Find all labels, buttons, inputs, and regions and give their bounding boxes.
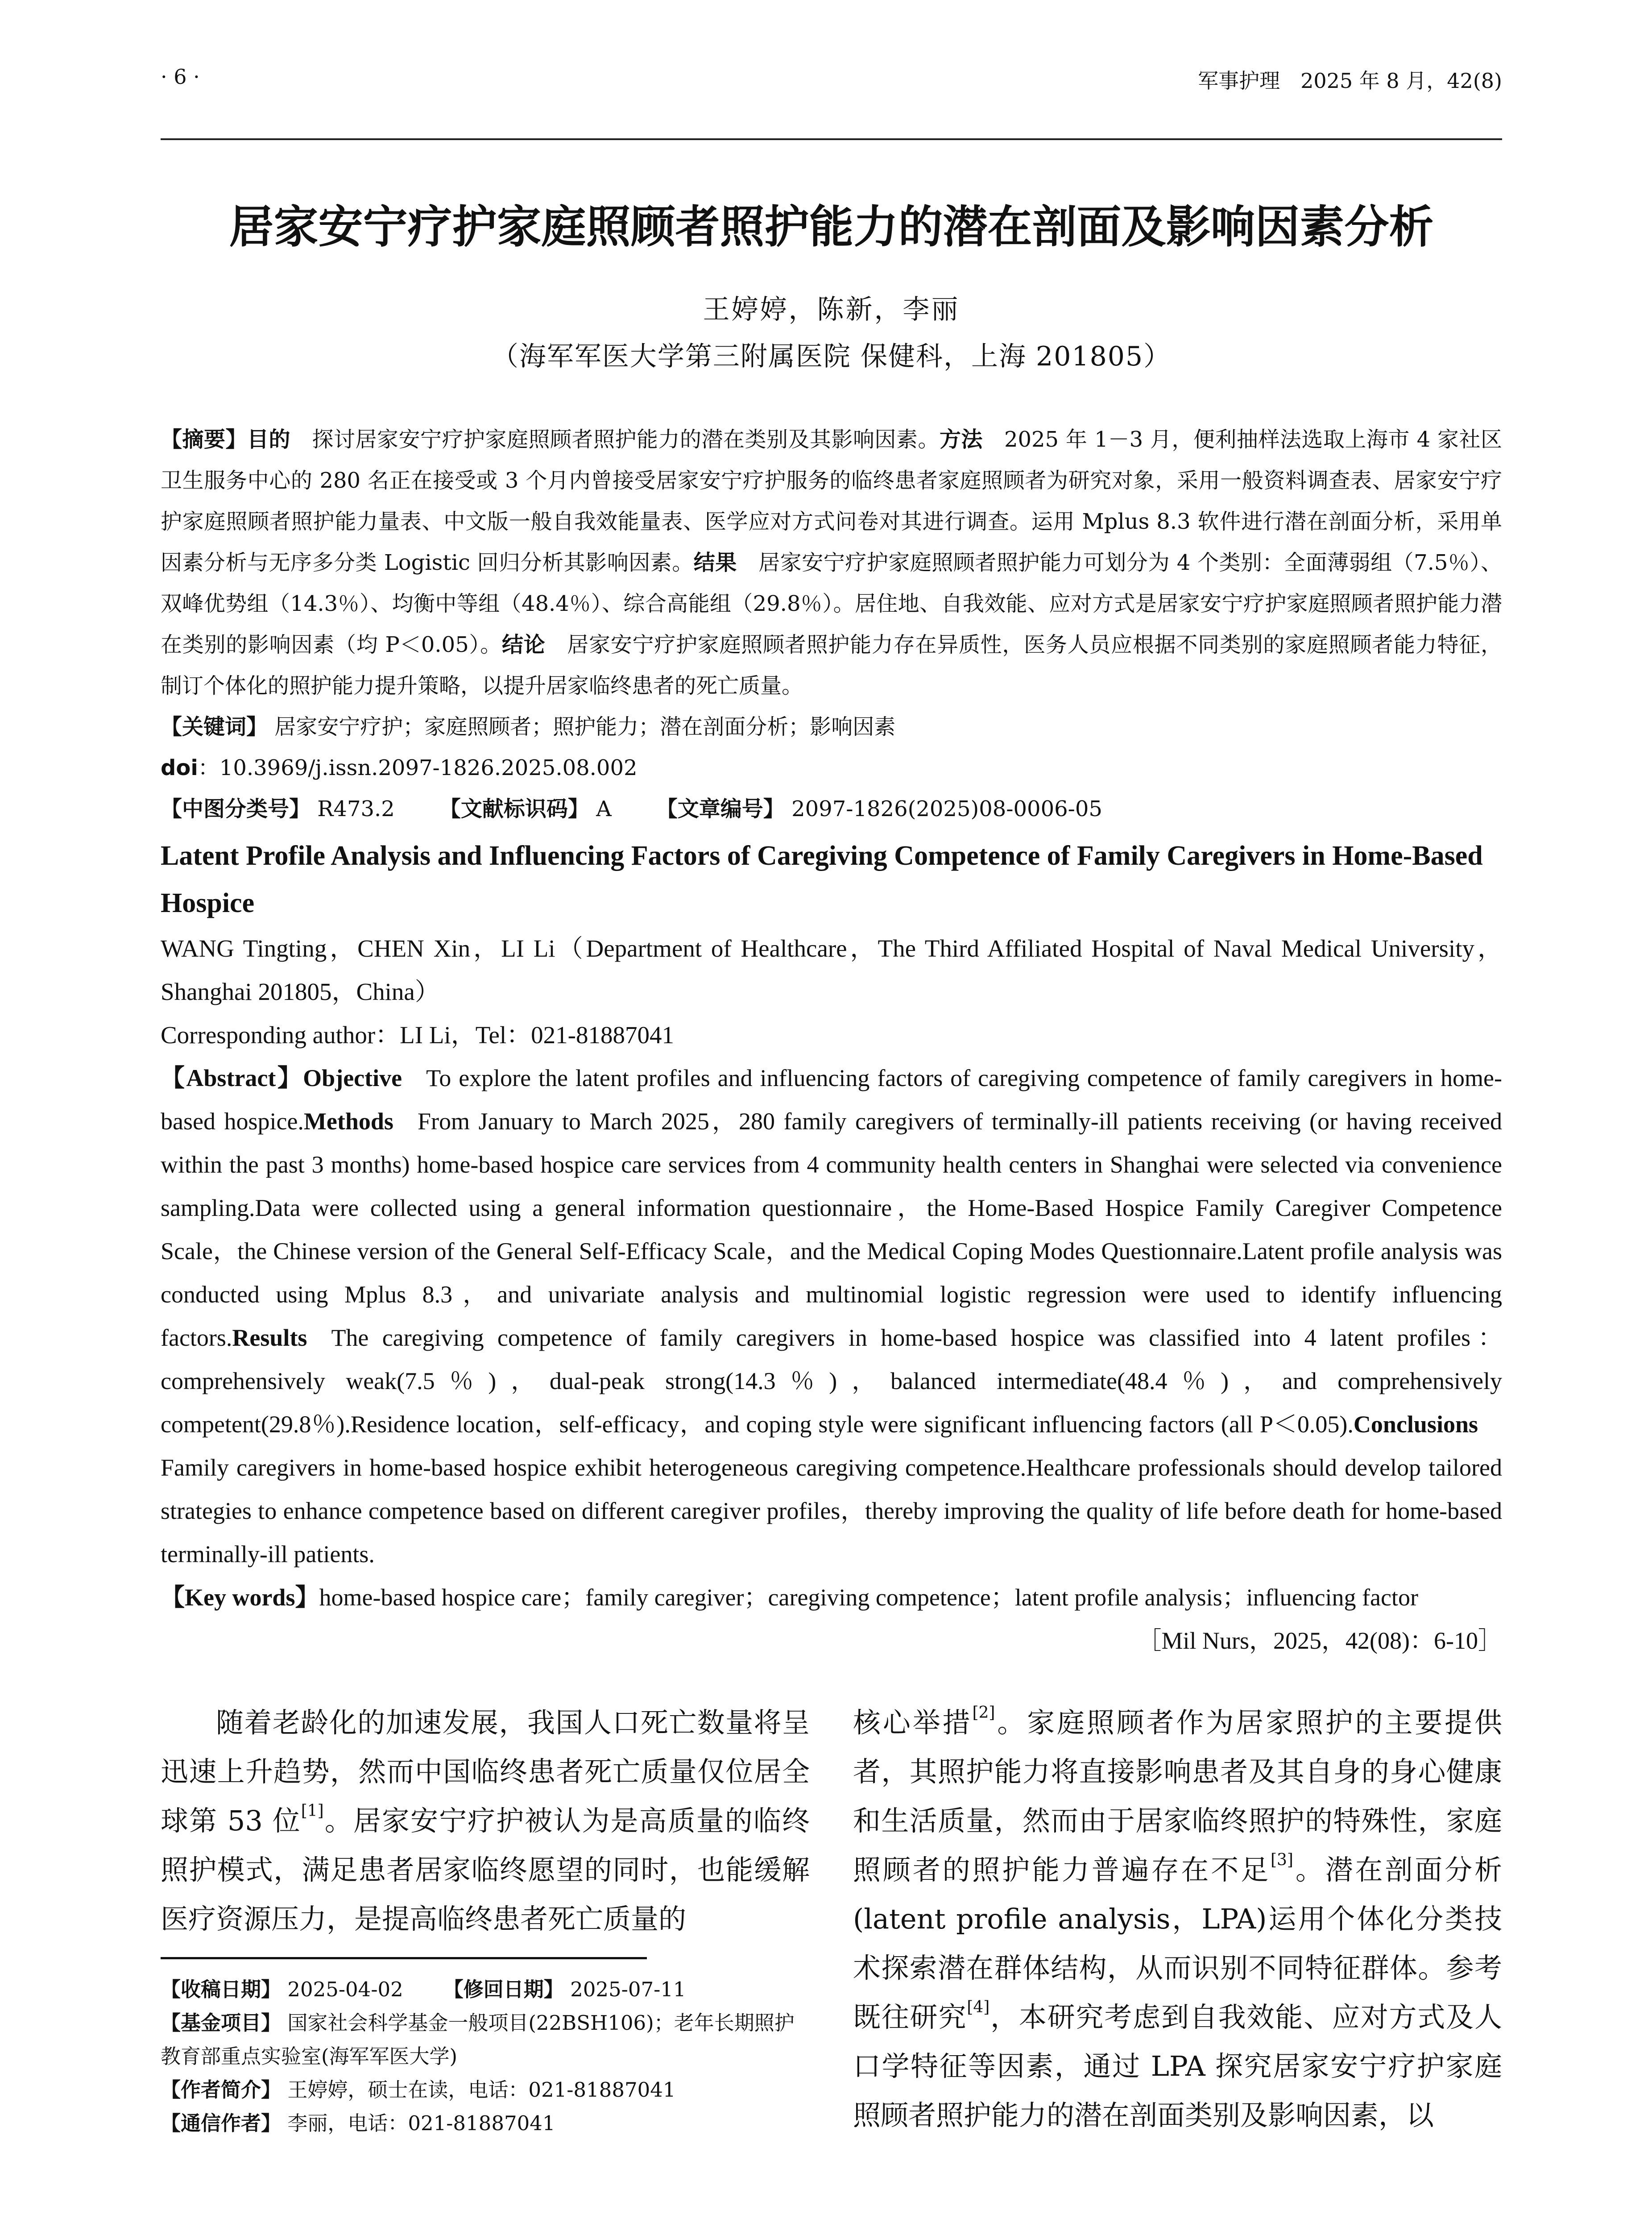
body-text: 核心举措 bbox=[853, 1706, 973, 1739]
en-objective-text: To explore the latent profiles and influencing factors of caregiving competence of family caregivers in home-based hospice. bbox=[161, 1065, 1502, 1135]
methods-label: 方法 bbox=[939, 427, 983, 452]
results-text: 居家安宁疗护家庭照顾者照护能力可划分为 4 个类别：全面薄弱组（7.5％）、双峰优势组（14.3％）、均衡中等组（48.4％）、综合高能组（29.8％）。居住地、自我效能、应对方式是居家安宁疗护家庭照顾者照护能力潜在类别的影响因素（均 P＜0.05）。 bbox=[161, 550, 1502, 657]
author-list: 王婷婷，陈新，李丽 bbox=[703, 294, 960, 325]
received-date: 2025-04-02 bbox=[287, 1978, 403, 2001]
en-methods-label: Methods bbox=[303, 1108, 393, 1135]
corresponding-text: 李丽，电话：021-81887041 bbox=[287, 2111, 555, 2135]
doi-label: doi bbox=[161, 755, 198, 780]
reference-link[interactable]: [4] bbox=[967, 1998, 990, 2016]
doc-code-label: 【文献标识码】 bbox=[439, 796, 589, 821]
english-authors bbox=[161, 927, 1502, 1057]
reference-link[interactable]: [3] bbox=[1270, 1850, 1293, 1869]
author-bio-label: 【作者简介】 bbox=[161, 2078, 282, 2102]
en-methods-text: From January to March 2025，280 family caregivers of terminally-ill patients receiving (or having received within the past 3 months) home-based hospice care services from 4 community health centers in Shanghai were selected via convenience sampling.Data were collected using a general information questionnaire，the Home-Based Hospice Family Caregiver Competence Scale，the Chinese version of the General Self-Efficacy Scale，and the Medical Coping Modes Questionnaire.Latent profile analysis was conducted using Mplus 8.3，and univariate analysis and multinomial logistic regression were used to identify influencing factors. bbox=[161, 1108, 1503, 1351]
doi-link[interactable]: ：10.3969/j.issn.2097-1826.2025.08.002 bbox=[198, 755, 638, 780]
en-abstract-label: 【Abstract】 bbox=[161, 1065, 303, 1091]
english-author-affiliation: WANG Tingting，CHEN Xin，LI Li（Department of Healthcare，The Third Affiliated Hospital of Naval Medical University，Shanghai 201805，China） bbox=[161, 935, 1502, 1005]
body-column-left bbox=[161, 1698, 810, 2140]
body-column-right bbox=[853, 1698, 1502, 2140]
en-conclusion-label: Conclusions bbox=[1353, 1411, 1478, 1438]
conclusion-label: 结论 bbox=[502, 632, 546, 657]
author-bio-text: 王婷婷，硕士在读，电话：021-81887041 bbox=[287, 2078, 676, 2102]
journal-info: 军事护理 2025 年 8 月，42(8) bbox=[1198, 69, 1502, 93]
article-number-label: 【文章编号】 bbox=[656, 796, 785, 821]
keywords-label: 【关键词】 bbox=[161, 714, 268, 739]
page-number: · 6 · bbox=[161, 65, 200, 89]
keywords bbox=[161, 706, 1502, 747]
running-header bbox=[161, 49, 1502, 140]
en-objective-label: Objective bbox=[303, 1065, 402, 1091]
reference-link[interactable]: [2] bbox=[972, 1703, 995, 1722]
footnote-divider bbox=[161, 1957, 647, 1959]
body-text: 。家庭照顾者作为居家照护的主要提供者，其照护能力将直接影响患者及其自身的身心健康和生活质量，然而由于居家临终照护的特殊性，家庭照顾者的照护能力普遍存在不足 bbox=[853, 1706, 1502, 1886]
received-label: 【收稿日期】 bbox=[161, 1978, 282, 2001]
en-keywords-label: 【Key words】 bbox=[161, 1584, 319, 1611]
article-title: 居家安宁疗护家庭照顾者照护能力的潜在剖面及影响因素分析 bbox=[229, 201, 1434, 253]
fund-text: 国家社会科学基金一般项目(22BSH106)；老年长期照护教育部重点实验室(海军军医大学) bbox=[161, 2011, 795, 2068]
english-abstract bbox=[161, 1057, 1502, 1576]
body-paragraph bbox=[161, 1698, 810, 1944]
body-text: 。居家安宁疗护被认为是高质量的临终照护模式，满足患者居家临终愿望的同时，也能缓解医疗资源压力，是提高临终患者死亡质量的 bbox=[161, 1804, 810, 1935]
body-text: ，本研究考虑到自我效能、应对方式及人口学特征等因素，通过 LPA 探究居家安宁疗护家庭照顾者照护能力的潜在剖面类别及影响因素，以 bbox=[853, 2001, 1502, 2131]
revised-date: 2025-07-11 bbox=[570, 1978, 686, 2001]
body-text: 。潜在剖面分析(latent profile analysis，LPA)运用个体化分类技术探索潜在群体结构，从而识别不同特征群体。参考既往研究 bbox=[853, 1854, 1502, 2033]
citation: ［Mil Nurs，2025，42(08)：6-10］ bbox=[1137, 1627, 1502, 1654]
objective-text: 探讨居家安宁疗护家庭照顾者照护能力的潜在类别及其影响因素。 bbox=[312, 427, 940, 452]
en-conclusion-text: Family caregivers in home-based hospice exhibit heterogeneous caregiving competence.Healthcare professionals should develop tailored strategies to enhance competence based on different caregiver profiles，thereby improving the quality of life before death for home-based terminally-ill patients. bbox=[161, 1454, 1502, 1568]
en-keywords-text: home-based hospice care；family caregiver；caregiving competence；latent profile analysis；influencing factor bbox=[319, 1584, 1418, 1611]
article-number-value: 2097-1826(2025)08-0006-05 bbox=[791, 796, 1102, 821]
en-results-label: Results bbox=[232, 1324, 307, 1351]
english-title: Latent Profile Analysis and Influencing Factors of Caregiving Competence of Family Caregivers in Home-Based Hospice bbox=[161, 841, 1483, 918]
abstract-label: 【摘要】 bbox=[161, 427, 247, 452]
classification-line bbox=[161, 788, 1502, 829]
corresponding-author: Corresponding author：LI Li，Tel：021-81887041 bbox=[161, 1021, 674, 1049]
methods-text: 2025 年 1－3 月，便利抽样法选取上海市 4 家社区卫生服务中心的 280 名正在接受或 3 个月内曾接受居家安宁疗护服务的临终患者家庭照顾者为研究对象，采用一般资料调查表、居家安宁疗护家庭照顾者照护能力量表、中文版一般自我效能量表、医学应对方式问卷对其进行调查。运用 Mplus 8.3 软件进行潜在剖面分析，采用单因素分析与无序多分类 Logistic 回归分析其影响因素。 bbox=[161, 427, 1502, 575]
clc-value: R473.2 bbox=[317, 796, 395, 821]
revised-label: 【修回日期】 bbox=[443, 1978, 564, 2001]
results-label: 结果 bbox=[693, 550, 737, 575]
chinese-abstract bbox=[161, 419, 1502, 706]
conclusion-text: 居家安宁疗护家庭照顾者照护能力存在异质性，医务人员应根据不同类别的家庭照顾者能力特征，制订个体化的照护能力提升策略，以提升居家临终患者的死亡质量。 bbox=[161, 632, 1502, 698]
reference-link[interactable]: [1] bbox=[301, 1801, 324, 1820]
body-text: 随着老龄化的加速发展，我国人口死亡数量将呈迅速上升趋势，然而中国临终患者死亡质量仅位居全球第 53 位 bbox=[161, 1706, 810, 1837]
affiliation: （海军军医大学第三附属医院 保健科，上海 201805） bbox=[491, 341, 1172, 372]
english-keywords bbox=[161, 1576, 1502, 1619]
fund-label: 【基金项目】 bbox=[161, 2011, 282, 2035]
body-columns bbox=[161, 1698, 1502, 2140]
en-results-text: The caregiving competence of family caregivers in home-based hospice was classified into 4 latent profiles：comprehensively weak(7.5％)，dual-peak strong(14.3％)，balanced intermediate(48.4％)，and comprehensively competent(29.8％).Residence location，self-efficacy，and coping style were significant influencing factors (all P＜0.05). bbox=[161, 1324, 1502, 1438]
corresponding-label: 【通信作者】 bbox=[161, 2111, 282, 2135]
objective-label: 目的 bbox=[247, 427, 290, 452]
doc-code-value: A bbox=[596, 796, 612, 821]
footnotes bbox=[161, 1973, 810, 2140]
keywords-text: 居家安宁疗护；家庭照顾者；照护能力；潜在剖面分析；影响因素 bbox=[274, 714, 896, 739]
doi bbox=[161, 747, 1502, 788]
clc-label: 【中图分类号】 bbox=[161, 796, 311, 821]
